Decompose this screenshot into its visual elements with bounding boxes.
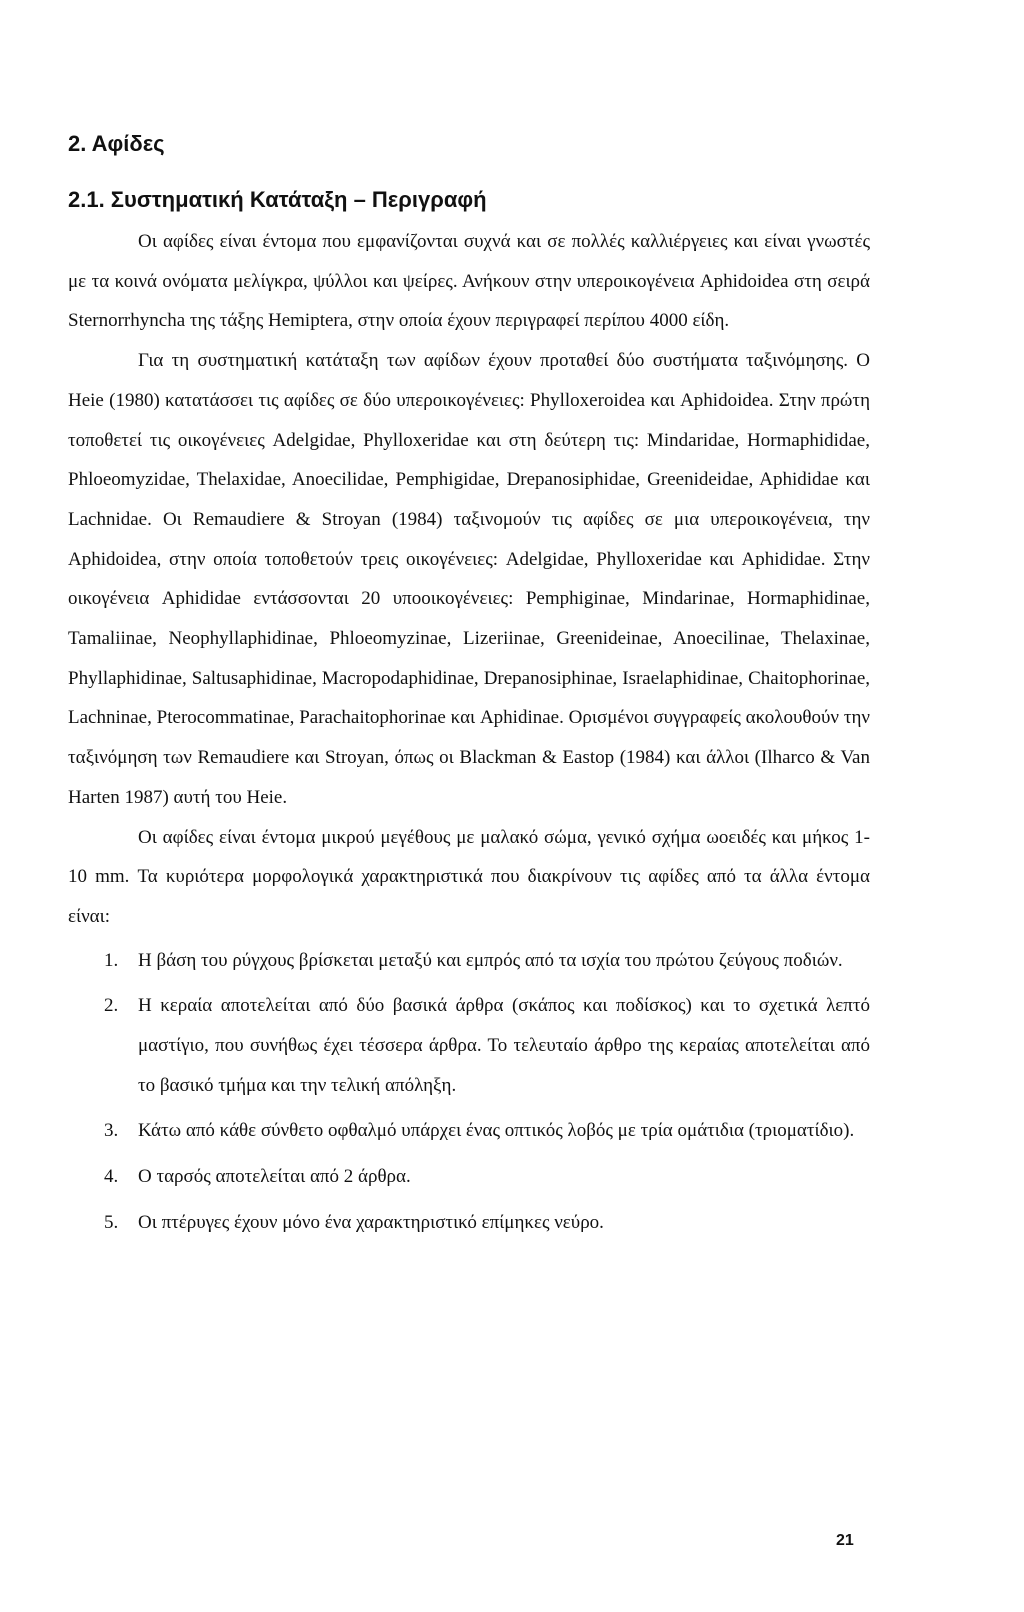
list-item [68,1111,870,1151]
list-item-number: 3. [104,1120,119,1142]
list-item-text: Κάτω από κάθε σύνθετο οφθαλμό υπάρχει ένας οπτικός λοβός με τρία ομάτιδια (τριοματίδιο). [138,1120,855,1142]
chapter-title: 2. Αφίδες [68,131,165,156]
document-page [68,128,870,1249]
paragraph-classification: Για τη συστηματική κατάταξη των αφίδων έχουν προταθεί δύο συστήματα ταξινόμησης. Ο Heie (1980) κατατάσσει τις αφίδες σε δύο υπεροικογένειες: Phylloxeroidea και Aphidoidea. Στην πρώτη τοποθετεί τις οικογένειες Adelgidae, Phylloxeridae και στη δεύτερη τις: Mindaridae, Hormaphididae, Phloeomyzidae, Thelaxidae, Anoecilidae, Pemphigidae, Drepanosiphidae, Greenideidae, Aphididae και Lachnidae. Οι Remaudiere & Stroyan (1984) ταξινομούν τις αφίδες σε μια υπεροικογένεια, την Aphidoidea, στην οποία τοποθετούν τρεις οικογένειες: Adelgidae, Phylloxeridae και Aphididae. Στην οικογένεια Aphididae εντάσσονται 20 υποοικογένειες: Pemphiginae, Mindarinae, Hormaphidinae, Tamaliinae, Neophyllaphidinae, Phloeomyzinae, Lizeriinae, Greenideinae, Anoecilinae, Thelaxinae, Phyllaphidinae, Saltusaphidinae, Macropodaphidinae, Drepanosiphinae, Israelaphidinae, Chaitophorinae, Lachninae, Pterocommatinae, Parachaitophorinae και Aphidinae. Ορισμένοι συγγραφείς ακολουθούν την ταξινόμηση των Remaudiere και Stroyan, όπως οι Blackman & Eastop (1984) και άλλοι (Ilharco & Van Harten 1987) αυτή του Heie. [68,350,870,808]
list-item-number: 4. [104,1166,119,1188]
paragraph-intro: Οι αφίδες είναι έντομα που εμφανίζονται συχνά και σε πολλές καλλιέργειες και είναι γνωστές με τα κοινά ονόματα μελίγκρα, ψύλλοι και ψείρες. Ανήκουν στην υπεροικογένεια Aphidoidea στη σειρά Sternorrhyncha της τάξης Hemiptera, στην οποία έχουν περιγραφεί περίπου 4000 είδη. [68,231,870,332]
list-item-number: 2. [104,995,119,1017]
list-item [68,1203,870,1243]
section-title: 2.1. Συστηματική Κατάταξη – Περιγραφή [68,187,487,212]
list-item-number: 1. [104,949,119,971]
list-item-text: Η κεραία αποτελείται από δύο βασικά άρθρα (σκάπος και ποδίσκος) και το σχετικά λεπτό μαστίγιο, που συνήθως έχει τέσσερα άρθρα. Το τελευταίο άρθρο της κεραίας αποτελείται από το βασικό τμήμα και την τελική απόληξη. [138,995,870,1096]
paragraph-morphology: Οι αφίδες είναι έντομα μικρού μεγέθους με μαλακό σώμα, γενικό σχήμα ωοειδές και μήκος 1-10 mm. Τα κυριότερα μορφολογικά χαρακτηριστικά που διακρίνουν τις αφίδες από τα άλλα έντομα είναι: [68,826,870,927]
list-item-text: Ο ταρσός αποτελείται από 2 άρθρα. [138,1166,411,1188]
list-item-text: Οι πτέρυγες έχουν μόνο ένα χαρακτηριστικό επίμηκες νεύρο. [138,1211,604,1233]
list-item [68,941,870,981]
list-item-text: Η βάση του ρύγχους βρίσκεται μεταξύ και εμπρός από τα ισχία του πρώτου ζεύγους ποδιών. [138,949,843,971]
list-item [68,1157,870,1197]
morphology-feature-list [68,941,870,1243]
page-number: 21 [836,1532,854,1549]
list-item [68,986,870,1105]
list-item-number: 5. [104,1211,119,1233]
